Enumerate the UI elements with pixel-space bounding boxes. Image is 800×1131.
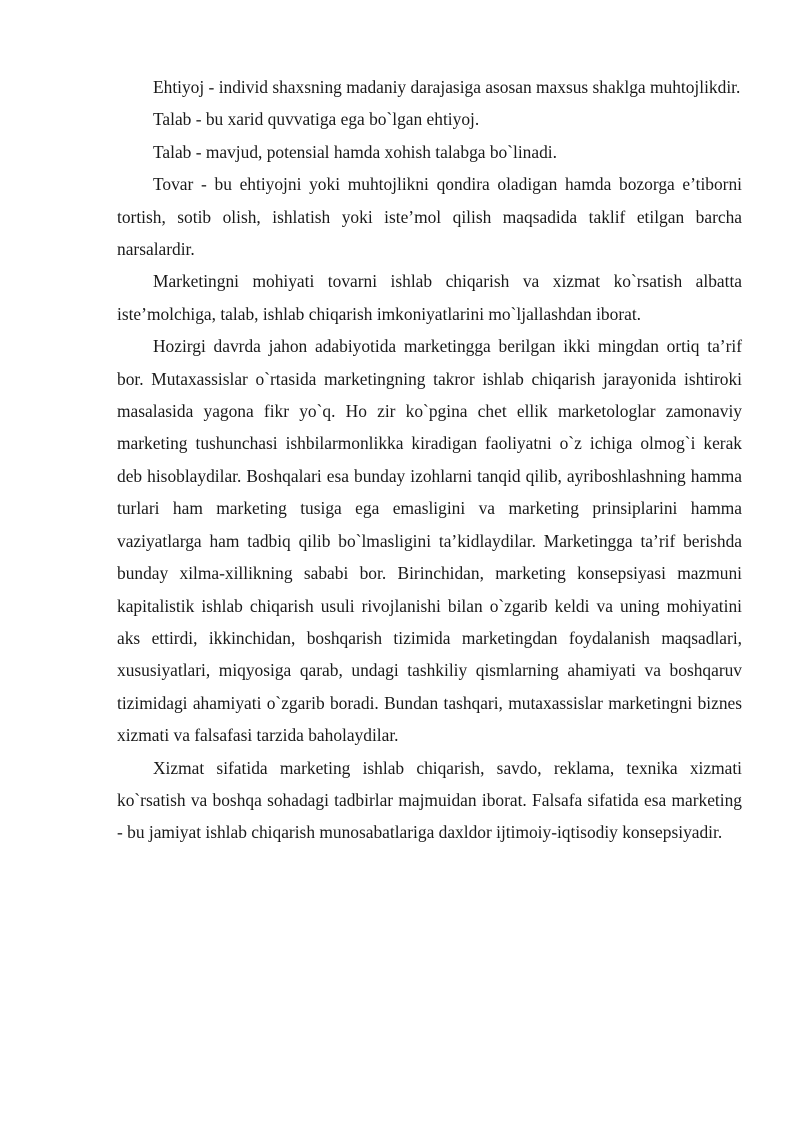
document-page <box>117 71 742 849</box>
paragraph-marketing-service-philosophy: Xizmat sifatida marketing ishlab chiqarish, savdo, reklama, texnika xizmati ko`rsatish va boshqa sohadagi tadbirlar majmuidan iborat. Falsafa sifatida esa marketing - bu jamiyat ishlab chiqarish munosabatlariga daxldor ijtimoiy-iqtisodiy konsepsiyadir. <box>117 757 742 843</box>
paragraph-talab-definition: Talab - bu xarid quvvatiga ega bo`lgan ehtiyoj. <box>153 109 480 130</box>
paragraph-marketing-definitions: Hozirgi davrda jahon adabiyotida marketingga berilgan ikki mingdan ortiq ta’rif bor. Mutaxassislar o`rtasida marketingning takror ishlab chiqarish jarayonida ishtiroki masalasida yagona fikr yo`q. Ho zir ko`pgina chet ellik marketologlar zamonaviy marketing tushunchasi ishbilarmonlikka kiradigan faoliyatni o`z ichiga olmog`i kerak deb hisoblaydilar. Boshqalari esa bunday izohlarni tanqid qilib, ayriboshlashning hamma turlari ham marketing tusiga ega emasligini va marketing prinsiplarini hamma vaziyatlarga ham tadbiq qilib bo`lmasligini ta’kidlaydilar. Marketingga ta’rif berishda bunday xilma-xillikning sababi bor. Birinchidan, marketing konsepsiyasi mazmuni kapitalistik ishlab chiqarish usuli rivojlanishi bilan o`zgarib keldi va uning mohiyatini aks ettirdi, ikkinchidan, boshqarish tizimida marketingdan foydalanish maqsadlari, xususiyatlari, miqyosiga qarab, undagi tashkiliy qismlarning ahamiyati va boshqaruv tizimidagi ahamiyati o`zgarib boradi. Bundan tashqari, mutaxassislar marketingni biznes xizmati va falsafasi tarzida baholaydilar. <box>117 336 742 746</box>
paragraph-ehtiyoj: Ehtiyoj - individ shaxsning madaniy darajasiga asosan maxsus shaklga muhtojlikdir. <box>153 77 741 97</box>
paragraph-marketing-essence: Marketingni mohiyati tovarni ishlab chiqarish va xizmat ko`rsatish albatta iste’molchiga, talab, ishlab chiqarish imkoniyatlarini mo`ljallashdan iborat. <box>117 271 742 324</box>
paragraph-tovar: Tovar - bu ehtiyojni yoki muhtojlikni qondira oladigan hamda bozorga e’tiborni tortish, sotib olish, ishlatish yoki iste’mol qilish maqsadida taklif etilgan barcha narsalardir. <box>117 174 742 260</box>
paragraph-talab-types: Talab - mavjud, potensial hamda xohish talabga bo`linadi. <box>153 141 557 162</box>
